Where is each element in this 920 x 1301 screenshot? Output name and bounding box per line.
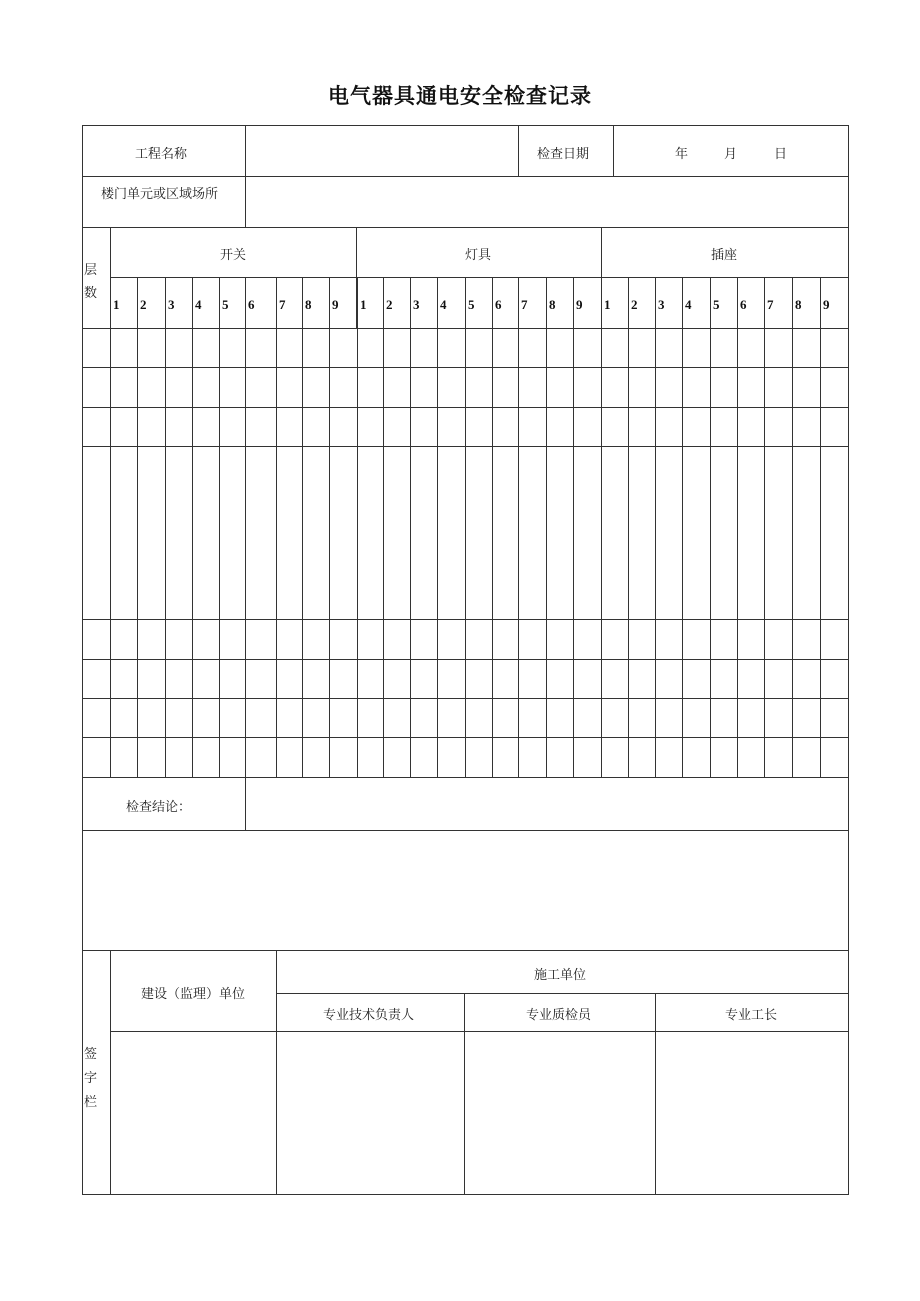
grid-line bbox=[518, 277, 519, 778]
grid-line bbox=[276, 277, 277, 778]
grid-line bbox=[492, 277, 493, 778]
grid-line bbox=[276, 950, 277, 1195]
grid-line bbox=[82, 698, 849, 699]
grid-line bbox=[110, 277, 849, 278]
column-number-lamp-3: 3 bbox=[413, 297, 420, 312]
column-number-lamp-4: 4 bbox=[440, 297, 447, 312]
table-border-bottom bbox=[82, 1194, 849, 1195]
column-number-switch-9: 9 bbox=[332, 297, 339, 312]
column-number-socket-3: 3 bbox=[658, 297, 665, 312]
column-number-switch-7: 7 bbox=[279, 297, 286, 312]
contractor-label: 施工单位 bbox=[534, 968, 587, 983]
column-number-socket-2: 2 bbox=[631, 297, 638, 312]
column-number-socket-9: 9 bbox=[823, 297, 830, 312]
grid-line bbox=[110, 227, 111, 778]
grid-line bbox=[82, 446, 849, 447]
grid-line bbox=[219, 277, 220, 778]
group-label-socket: 插座 bbox=[711, 248, 738, 263]
grid-line bbox=[245, 277, 246, 778]
grid-line bbox=[82, 737, 849, 738]
grid-line bbox=[410, 277, 411, 778]
grid-line bbox=[764, 277, 765, 778]
grid-line bbox=[613, 125, 614, 177]
grid-line bbox=[137, 277, 138, 778]
foreman-label: 专业工长 bbox=[725, 1008, 778, 1023]
column-number-switch-3: 3 bbox=[168, 297, 175, 312]
grid-line bbox=[82, 619, 849, 620]
column-number-socket-5: 5 bbox=[713, 297, 720, 312]
grid-line bbox=[383, 277, 384, 778]
signature-column-label-3: 栏 bbox=[84, 1095, 98, 1110]
grid-line bbox=[682, 277, 683, 778]
column-number-lamp-2: 2 bbox=[386, 297, 393, 312]
grid-line bbox=[245, 125, 246, 177]
grid-line bbox=[329, 277, 330, 778]
group-label-switch: 开关 bbox=[220, 248, 247, 263]
grid-line bbox=[110, 950, 111, 1195]
grid-line bbox=[82, 367, 849, 368]
grid-line bbox=[655, 277, 656, 778]
column-number-socket-4: 4 bbox=[685, 297, 692, 312]
grid-line bbox=[82, 950, 849, 951]
column-number-switch-2: 2 bbox=[140, 297, 147, 312]
grid-line bbox=[276, 993, 849, 994]
grid-line bbox=[655, 993, 656, 1195]
grid-line bbox=[573, 277, 574, 778]
grid-line bbox=[465, 277, 466, 778]
column-number-socket-6: 6 bbox=[740, 297, 747, 312]
inspection-date-label: 检查日期 bbox=[537, 147, 590, 162]
floor-label-2: 数 bbox=[84, 286, 98, 301]
column-number-switch-5: 5 bbox=[222, 297, 229, 312]
grid-line bbox=[518, 125, 519, 177]
signature-column-label-2: 字 bbox=[84, 1071, 98, 1086]
grid-line bbox=[82, 176, 849, 177]
grid-line bbox=[601, 277, 602, 778]
column-number-lamp-6: 6 bbox=[495, 297, 502, 312]
date-month: 月 bbox=[724, 147, 738, 162]
grid-line bbox=[357, 277, 358, 778]
grid-line bbox=[82, 659, 849, 660]
date-day: 日 bbox=[774, 147, 788, 162]
grid-line bbox=[710, 277, 711, 778]
column-number-switch-6: 6 bbox=[248, 297, 255, 312]
signature-column-label-1: 签 bbox=[84, 1047, 98, 1062]
grid-line bbox=[820, 277, 821, 778]
grid-line bbox=[82, 407, 849, 408]
table-border-top bbox=[82, 125, 849, 126]
column-number-socket-7: 7 bbox=[767, 297, 774, 312]
table-border-left bbox=[82, 125, 83, 1195]
grid-line bbox=[245, 777, 246, 831]
grid-line bbox=[110, 1031, 849, 1032]
column-number-lamp-9: 9 bbox=[576, 297, 583, 312]
location-label: 楼门单元或区域场所 bbox=[101, 187, 219, 202]
column-number-socket-1: 1 bbox=[604, 297, 611, 312]
conclusion-label: 检查结论： bbox=[126, 800, 192, 815]
column-number-switch-1: 1 bbox=[113, 297, 120, 312]
column-number-switch-4: 4 bbox=[195, 297, 202, 312]
qc-label: 专业质检员 bbox=[526, 1008, 592, 1023]
grid-line bbox=[82, 830, 849, 831]
page-title: 电气器具通电安全检查记录 bbox=[328, 84, 592, 108]
floor-label-1: 层 bbox=[84, 263, 98, 278]
grid-line bbox=[546, 277, 547, 778]
date-year: 年 bbox=[675, 147, 689, 162]
owner-label: 建设（监理）单位 bbox=[141, 987, 246, 1002]
grid-line bbox=[437, 277, 438, 778]
grid-line bbox=[302, 277, 303, 778]
grid-line bbox=[464, 993, 465, 1195]
column-number-lamp-5: 5 bbox=[468, 297, 475, 312]
grid-line bbox=[628, 277, 629, 778]
column-number-lamp-8: 8 bbox=[549, 297, 556, 312]
grid-line bbox=[792, 277, 793, 778]
group-label-lamp: 灯具 bbox=[465, 248, 492, 263]
grid-line bbox=[82, 227, 849, 228]
tech-lead-label: 专业技术负责人 bbox=[323, 1008, 415, 1023]
grid-line bbox=[82, 777, 849, 778]
table-border-right bbox=[848, 125, 849, 1195]
grid-line bbox=[737, 277, 738, 778]
grid-line bbox=[245, 176, 246, 228]
column-number-lamp-7: 7 bbox=[521, 297, 528, 312]
project-name-label: 工程名称 bbox=[135, 147, 188, 162]
grid-line bbox=[165, 277, 166, 778]
inspection-form bbox=[82, 125, 849, 1195]
column-number-switch-8: 8 bbox=[305, 297, 312, 312]
column-number-lamp-1: 1 bbox=[360, 297, 367, 312]
grid-line bbox=[192, 277, 193, 778]
column-number-socket-8: 8 bbox=[795, 297, 802, 312]
